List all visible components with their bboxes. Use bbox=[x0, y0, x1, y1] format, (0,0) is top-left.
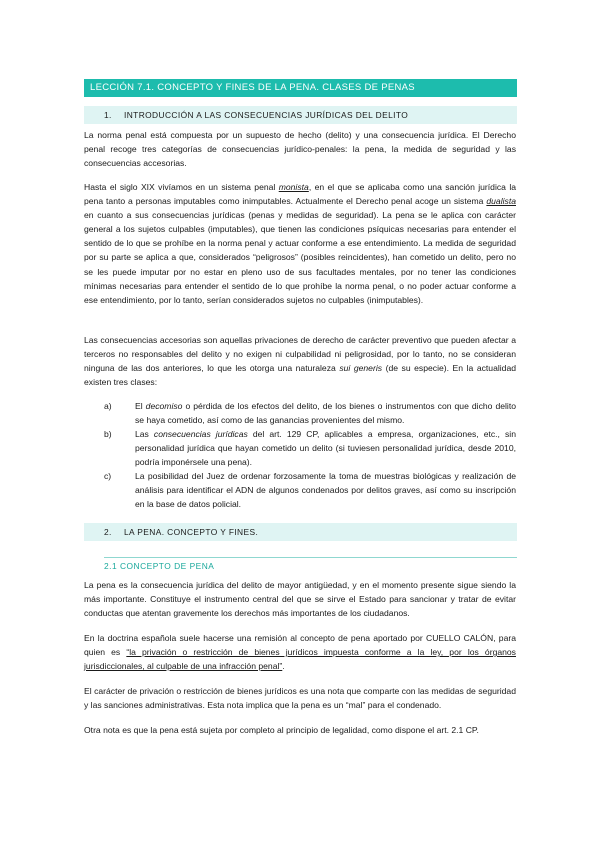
paragraph-monista-dualista bbox=[84, 180, 516, 307]
section-1-label: INTRODUCCIÓN A LAS CONSECUENCIAS JURÍDICAS DEL DELITO bbox=[124, 110, 409, 120]
term-dualista: dualista bbox=[486, 196, 516, 207]
text-span: Hasta el siglo XIX vivíamos en un sistema penal bbox=[84, 182, 279, 192]
lesson-title: LECCIÓN 7.1. CONCEPTO Y FINES DE LA PENA. CLASES DE PENAS bbox=[84, 79, 517, 97]
section-1-number: 1. bbox=[104, 110, 112, 120]
text-span: en cuanto a sus consecuencias jurídicas (penas y medidas de seguridad). La pena se le aplica con carácter general a los sujetos culpables (imputables), que tienen las condiciones psíquicas necesarias para entender el sentido de lo que se prohíbe en la norma penal y actuar conforme a ese entendimiento. La medida de seguridad por su parte se aplica a que, considerados “peligrosos” (posibles reincidentes), han cometido un delito, pero no se les puede imputar por no estar en pleno uso de sus facultades mentales, por no tener las condiciones mínimas necesarias para entender el sentido de lo que prohíbe la norma penal, o no poder actuar conforme a ese entendimiento, por lo tanto, serían considerados sujetos no culpables (inimputables). bbox=[84, 210, 516, 305]
list-letter: c) bbox=[104, 471, 112, 481]
text-span: El bbox=[135, 401, 146, 411]
text-span: Las bbox=[135, 429, 154, 439]
paragraph-legalidad: Otra nota es que la pena está sujeta por completo al principio de legalidad, como dispone el art. 2.1 CP. bbox=[84, 725, 479, 735]
list-item-b bbox=[84, 427, 516, 469]
text-span: . bbox=[282, 661, 285, 672]
paragraph-privacion: El carácter de privación o restricción de bienes jurídicos es una nota que comparte con las medidas de seguridad y las sanciones administrativas. Esta nota implica que la pena es un “mal” para el condenado. bbox=[84, 686, 516, 711]
section-2-number: 2. bbox=[104, 527, 112, 537]
text-span: La posibilidad del Juez de ordenar forzosamente la toma de muestras biológicas y realización de análisis para identificar el ADN de algunos condenados por delitos graves, así como su inscripción en la base de datos policial. bbox=[135, 471, 516, 510]
definition-quote: “la privación o restricción de bienes jurídicos impuesta conforme a la ley, por los órganos jurisdiccionales, al culpable de una infracción penal” bbox=[84, 647, 516, 672]
text-span: Las consecuencias accesorias son aquellas privaciones de derecho de carácter preventivo que pueden afectar a terceros no responsables del delito y no exigen ni culpabilidad ni peligrosidad, por lo tanto, no se consideran ninguna de las dos anteriores, lo que les otorga una naturaleza bbox=[84, 335, 516, 374]
text-span: , para quien es bbox=[84, 633, 516, 658]
list-item-c bbox=[84, 469, 516, 511]
paragraph-concepto-pena: La pena es la consecuencia jurídica del delito de mayor antigüedad, y en el momento presente sigue siendo la más importante. Constituye el instrumento central del que se sirve el Estado para sancionar y tratar de evitar conductas que atentan gravemente los derechos más importantes de los ciudadanos. bbox=[84, 580, 516, 619]
text-span: o pérdida de los efectos del delito, de los bienes o instrumentos con que dicho delito se haya cometido, así como de las ganancias provenientes del mismo. bbox=[135, 401, 516, 426]
term-monista: monista bbox=[278, 182, 309, 192]
text-span: del art. 129 CP, aplicables a empresa, organizaciones, etc., sin personalidad jurídica que hayan cometido un delito (si tuviesen personalidad jurídica, desde 2010, podría imponérsele una pena). bbox=[135, 429, 516, 468]
paragraph-intro: La norma penal está compuesta por un supuesto de hecho (delito) y una consecuencia jurídica. El Derecho penal recoge tres categorías de consecuencias jurídico-penales: la pena, la medida de seguridad y las consecuencias accesorias. bbox=[84, 130, 516, 169]
list-letter: b) bbox=[104, 429, 112, 439]
text-span: , en el que se aplicaba como una sanción jurídica la pena tanto a personas imputables como inimputables. Actualmente el Derecho penal acoge un sistema bbox=[84, 182, 517, 207]
section-1-heading bbox=[84, 106, 517, 124]
text-span: (de su especie). En la actualidad existen tres clases: bbox=[84, 363, 517, 388]
term-decomiso: decomiso bbox=[145, 401, 183, 411]
section-2-heading bbox=[84, 523, 517, 541]
paragraph-cuello-calon bbox=[84, 631, 516, 673]
subsection-2-1-heading: 2.1 CONCEPTO DE PENA bbox=[104, 557, 517, 573]
paragraph-consecuencias-accesorias bbox=[84, 333, 516, 389]
author-name: CUELLO CALÓN bbox=[426, 633, 494, 643]
term-consecuencias-juridicas: consecuencias jurídicas bbox=[153, 429, 248, 439]
text-span: En la doctrina española suele hacerse una remisión al concepto de pena aportado por bbox=[84, 633, 426, 643]
term-sui-generis: sui generis bbox=[339, 363, 383, 374]
section-2-label: LA PENA. CONCEPTO Y FINES. bbox=[124, 527, 259, 537]
list-item-a bbox=[84, 399, 516, 427]
list-letter: a) bbox=[104, 401, 112, 411]
